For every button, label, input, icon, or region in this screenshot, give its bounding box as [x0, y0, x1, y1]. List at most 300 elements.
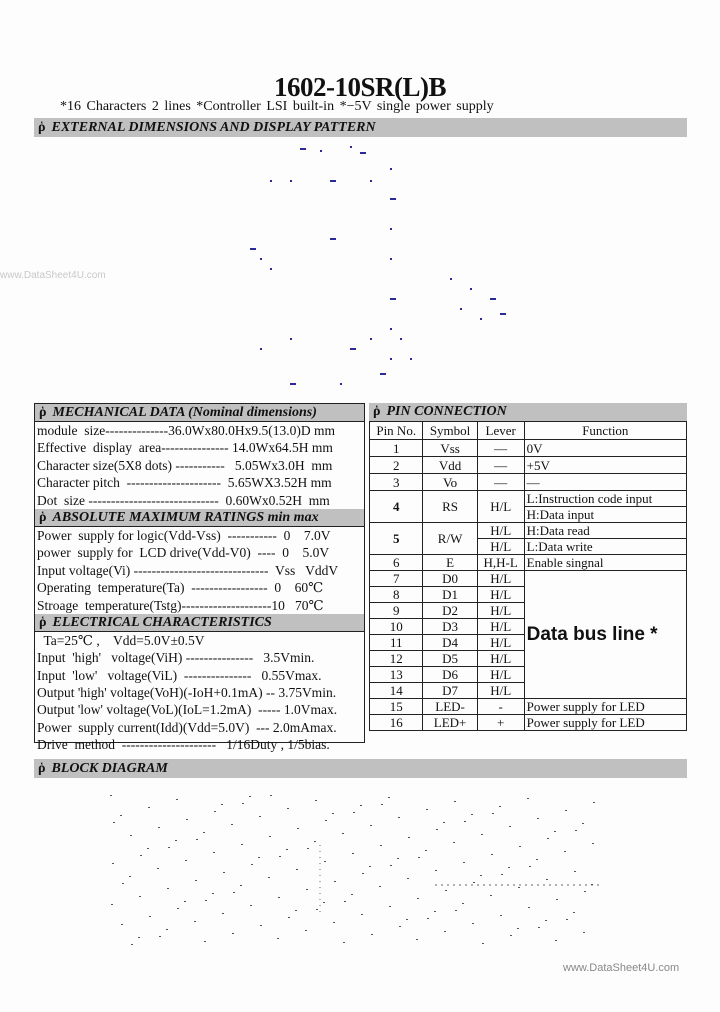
pin-function: H:Data read	[524, 523, 686, 539]
diagram-mark	[416, 939, 418, 940]
diagram-mark	[176, 799, 178, 800]
pin-number: 16	[370, 715, 423, 731]
diagram-mark	[369, 866, 371, 867]
diagram-mark	[121, 924, 123, 925]
diagram-mark	[157, 868, 159, 869]
diagram-mark	[427, 918, 429, 919]
diagram-mark	[233, 892, 235, 893]
drawing-mark	[270, 180, 272, 182]
diagram-mark	[306, 889, 308, 890]
table-row	[370, 715, 687, 731]
diagram-mark	[325, 820, 327, 821]
diagram-mark	[168, 847, 170, 848]
diagram-mark	[443, 822, 445, 823]
rating-row: Operating temperature(Ta) ----------------- 0 60℃	[37, 580, 324, 596]
diagram-mark	[555, 940, 557, 941]
pin-level: +	[477, 715, 524, 731]
diagram-mark	[324, 861, 326, 862]
drawing-mark	[390, 358, 392, 360]
diagram-mark	[492, 813, 494, 814]
section-bullet-icon: ῥ	[38, 761, 46, 776]
diagram-mark	[556, 899, 558, 900]
section-title: ELECTRICAL CHARACTERISTICS	[52, 614, 272, 630]
electrical-row: Input 'high' voltage(ViH) --------------- 3.5Vmin.	[37, 650, 315, 666]
pin-level: H/L	[477, 571, 524, 587]
pin-number: 7	[370, 571, 423, 587]
pin-level: H/L	[477, 587, 524, 603]
mechanical-row: module size--------------36.0Wx80.0Hx9.5(13.0)D mm	[37, 423, 336, 438]
diagram-mark	[343, 942, 345, 943]
diagram-mark	[593, 802, 595, 803]
drawing-mark	[290, 338, 292, 340]
pin-number: 15	[370, 699, 423, 715]
pin-level: H/L	[477, 619, 524, 635]
diagram-mark	[166, 929, 168, 930]
drawing-mark	[390, 258, 392, 260]
pin-number: 5	[370, 523, 423, 555]
drawing-mark	[300, 148, 306, 150]
pin-number: 2	[370, 457, 423, 474]
diagram-mark	[584, 891, 586, 892]
diagram-mark	[482, 943, 484, 944]
electrical-row: Output 'low' voltage(VoL)(IoL=1.2mA) ----- 1.0Vmax.	[37, 702, 338, 718]
diagram-mark	[407, 878, 409, 879]
diagram-mark	[536, 859, 538, 860]
pin-number: 8	[370, 587, 423, 603]
diagram-mark	[491, 854, 493, 855]
table-row	[370, 555, 687, 571]
diagram-mark	[240, 885, 242, 886]
section-bullet-icon: ῥ	[373, 404, 381, 419]
diagram-mark	[417, 898, 419, 899]
drawing-mark	[290, 180, 292, 182]
pin-level: -	[477, 699, 524, 715]
rating-row: Power supply for logic(Vdd-Vss) ----------- 0 7.0V	[37, 527, 331, 543]
features-line: *16 Characters 2 lines *Controller LSI built-in *−5V single power supply	[60, 99, 494, 114]
diagram-mark	[334, 881, 336, 882]
mechanical-rows	[35, 422, 364, 509]
diagram-mark	[259, 816, 261, 817]
diagram-mark	[122, 883, 124, 884]
pin-symbol: LED-	[423, 699, 477, 715]
drawing-mark	[450, 278, 452, 280]
diagram-mark	[379, 886, 381, 887]
absolute-rows	[35, 527, 364, 614]
data-bus-label: Data bus line *	[524, 571, 686, 699]
diagram-mark	[269, 836, 271, 837]
pin-number: 3	[370, 474, 423, 491]
pin-symbol: R/W	[423, 523, 477, 555]
diagram-mark	[203, 832, 205, 833]
pin-number: 10	[370, 619, 423, 635]
diagram-mark	[139, 896, 141, 897]
column-header: Symbol	[423, 422, 477, 440]
diagram-mark	[138, 937, 140, 938]
pin-number: 4	[370, 491, 423, 523]
watermark: www.DataSheet4U.com	[563, 962, 680, 974]
drawing-mark	[480, 318, 482, 320]
diagram-mark	[113, 822, 115, 823]
rating-row: power supply for LCD drive(Vdd-V0) ---- 0 5.0V	[37, 545, 330, 561]
diagram-mark	[490, 895, 492, 896]
section-electrical	[35, 614, 364, 632]
diagram-mark	[232, 933, 234, 934]
drawing-mark	[390, 198, 396, 200]
diagram-mark	[592, 843, 594, 844]
pin-function: —	[524, 474, 686, 491]
pin-number: 14	[370, 683, 423, 699]
diagram-mark	[361, 914, 363, 915]
diagram-mark	[434, 911, 436, 912]
drawing-mark	[330, 180, 336, 182]
diagram-mark	[251, 864, 253, 865]
diagram-mark	[473, 882, 475, 883]
diagram-mark	[131, 944, 133, 945]
diagram-mark	[528, 907, 530, 908]
pin-table	[369, 421, 687, 731]
diagram-mark	[444, 931, 446, 932]
mechanical-row: Effective display area--------------- 14.0Wx64.5H mm	[37, 440, 333, 456]
diagram-mark	[333, 922, 335, 923]
diagram-mark	[538, 927, 540, 928]
diagram-mark	[445, 890, 447, 891]
watermark: www.DataSheet4U.com	[0, 270, 106, 281]
diagram-mark	[527, 798, 529, 799]
pin-level: —	[477, 440, 524, 457]
drawing-mark	[260, 258, 262, 260]
diagram-mark	[455, 910, 457, 911]
diagram-mark	[184, 901, 186, 902]
pin-level: H/L	[477, 667, 524, 683]
diagram-mark	[508, 867, 510, 868]
diagram-mark	[462, 903, 464, 904]
diagram-mark	[499, 806, 501, 807]
pin-function: +5V	[524, 457, 686, 474]
diagram-mark	[481, 834, 483, 835]
diagram-mark	[537, 818, 539, 819]
diagram-mark	[436, 829, 438, 830]
diagram-mark	[270, 795, 272, 796]
drawing-mark	[400, 338, 402, 340]
electrical-rows	[35, 649, 364, 753]
pin-function: Power supply for LED	[524, 715, 686, 731]
diagram-mark	[279, 856, 281, 857]
diagram-mark	[260, 925, 262, 926]
diagram-mark	[314, 841, 316, 842]
diagram-mark	[517, 928, 519, 929]
diagram-mark	[295, 910, 297, 911]
diagram-mark	[501, 874, 503, 875]
diagram-mark	[471, 814, 473, 815]
diagram-mark	[278, 897, 280, 898]
pin-number: 11	[370, 635, 423, 651]
pin-symbol: D1	[423, 587, 477, 603]
pin-symbol: E	[423, 555, 477, 571]
pin-symbol: D4	[423, 635, 477, 651]
diagram-mark	[112, 863, 114, 864]
table-row	[370, 491, 687, 507]
drawing-mark	[460, 308, 462, 310]
section-bullet-icon: ῥ	[38, 120, 46, 135]
pin-function: H:Data input	[524, 507, 686, 523]
diagram-mark	[332, 813, 334, 814]
section-block-diagram	[34, 759, 687, 778]
diagram-mark	[286, 849, 288, 850]
column-header: Function	[524, 422, 686, 440]
drawing-mark	[390, 228, 392, 230]
drawing-mark	[330, 238, 336, 240]
diagram-mark	[287, 808, 289, 809]
diagram-mark	[546, 879, 548, 880]
pin-level: —	[477, 474, 524, 491]
pin-symbol: D6	[423, 667, 477, 683]
pin-function: Enable singnal	[524, 555, 686, 571]
drawing-mark	[500, 313, 506, 315]
diagram-mark	[130, 835, 132, 836]
section-external-dimensions	[34, 118, 687, 137]
diagram-mark	[277, 938, 279, 939]
diagram-mark	[214, 811, 216, 812]
diagram-mark	[315, 800, 317, 801]
column-header: Lever	[477, 422, 524, 440]
diagram-mark	[454, 801, 456, 802]
electrical-row: Power supply current(Idd)(Vdd=5.0V) --- 2.0mAmax.	[37, 719, 337, 735]
rating-row: Stroage temperature(Tstg)--------------------10 70℃	[37, 597, 324, 613]
diagram-mark	[472, 923, 474, 924]
drawing-mark	[370, 338, 372, 340]
diagram-mark	[342, 833, 344, 834]
drawing-mark	[470, 288, 472, 290]
diagram-mark	[370, 825, 372, 826]
block-diagram	[110, 795, 600, 945]
diagram-mark	[529, 866, 531, 867]
diagram-mark	[554, 831, 556, 832]
pin-level: H/L	[477, 635, 524, 651]
table-row	[370, 457, 687, 474]
table-row	[370, 474, 687, 491]
pin-number: 1	[370, 440, 423, 457]
diagram-mark	[564, 851, 566, 852]
diagram-mark	[305, 930, 307, 931]
pin-level: H/L	[477, 603, 524, 619]
drawing-mark	[320, 150, 322, 152]
diagram-mark	[205, 900, 207, 901]
section-bullet-icon: ῥ	[39, 405, 47, 420]
diagram-mark	[185, 860, 187, 861]
rating-row: Input voltage(Vi) ------------------------------ Vss VddV	[37, 562, 339, 578]
table-row	[370, 523, 687, 539]
diagram-mark	[565, 810, 567, 811]
diagram-mark	[110, 795, 112, 796]
diagram-mark	[204, 941, 206, 942]
pin-symbol: D3	[423, 619, 477, 635]
section-title: BLOCK DIAGRAM	[51, 761, 168, 776]
diagram-mark	[480, 875, 482, 876]
dimension-drawing	[230, 138, 530, 400]
diagram-mark	[222, 913, 224, 914]
drawing-mark	[250, 248, 256, 250]
diagram-mark	[242, 803, 244, 804]
diagram-mark	[250, 905, 252, 906]
pin-level: H/L	[477, 539, 524, 555]
drawing-mark	[290, 383, 296, 385]
pin-level: H/L	[477, 491, 524, 523]
diagram-mark	[307, 848, 309, 849]
pin-function: 0V	[524, 440, 686, 457]
drawing-mark	[360, 152, 366, 154]
diagram-mark	[390, 865, 392, 866]
column-header: Pin No.	[370, 422, 423, 440]
diagram-mark	[582, 823, 584, 824]
drawing-mark	[350, 146, 352, 148]
section-bullet-icon: ῥ	[39, 614, 47, 630]
pin-level: H/L	[477, 651, 524, 667]
electrical-condition: Ta=25℃ , Vdd=5.0V±0.5V	[37, 632, 205, 648]
table-row	[370, 440, 687, 457]
pin-number: 13	[370, 667, 423, 683]
diagram-mark	[397, 858, 399, 859]
section-bullet-icon: ῥ	[39, 509, 47, 525]
pin-symbol: D0	[423, 571, 477, 587]
page-title: 1602-10SR(L)B	[273, 72, 446, 102]
mechanical-data-box	[34, 403, 365, 753]
diagram-mark	[148, 807, 150, 808]
section-title: MECHANICAL DATA (Nominal dimensions)	[52, 405, 317, 420]
pin-number: 6	[370, 555, 423, 571]
diagram-mark	[140, 855, 142, 856]
table-row	[370, 571, 687, 587]
mechanical-row: Character pitch --------------------- 5.65WX3.52H mm	[37, 475, 332, 491]
pin-table-header	[370, 422, 687, 440]
diagram-mark	[464, 821, 466, 822]
diagram-mark	[296, 869, 298, 870]
drawing-mark	[390, 298, 396, 300]
diagram-mark	[316, 909, 318, 910]
drawing-mark	[350, 348, 356, 350]
diagram-mark	[510, 935, 512, 936]
section-mechanical	[35, 404, 364, 422]
pin-function: Power supply for LED	[524, 699, 686, 715]
diagram-mark	[545, 920, 547, 921]
diagram-mark	[574, 871, 576, 872]
diagram-mark	[518, 887, 520, 888]
diagram-mark	[167, 888, 169, 889]
electrical-row: Drive method --------------------- 1/16Duty , 1/5bias.	[37, 737, 330, 753]
diagram-mark	[389, 906, 391, 907]
pin-symbol: D7	[423, 683, 477, 699]
pin-symbol: Vdd	[423, 457, 477, 474]
drawing-mark	[380, 373, 386, 375]
pin-level: H/L	[477, 523, 524, 539]
diagram-mark	[129, 876, 131, 877]
pin-number: 9	[370, 603, 423, 619]
pin-function: L:Data write	[524, 539, 686, 555]
drawing-mark	[490, 298, 496, 300]
drawing-mark	[390, 168, 392, 170]
diagram-mark	[249, 796, 251, 797]
diagram-mark	[223, 872, 225, 873]
diagram-mark	[353, 812, 355, 813]
drawing-mark	[270, 268, 272, 270]
pin-level: H/L	[477, 683, 524, 699]
drawing-mark	[260, 348, 262, 350]
drawing-mark	[410, 358, 412, 360]
section-pin-connection	[369, 403, 687, 421]
diagram-mark	[177, 908, 179, 909]
diagram-mark	[196, 839, 198, 840]
diagram-mark	[399, 926, 401, 927]
diagram-mark	[547, 838, 549, 839]
diagram-mark	[186, 819, 188, 820]
diagram-mark	[221, 804, 223, 805]
diagram-mark	[360, 805, 362, 806]
diagram-mark	[120, 815, 122, 816]
diagram-mark	[212, 893, 214, 894]
diagram-mark	[352, 853, 354, 854]
pin-level: H,H-L	[477, 555, 524, 571]
diagram-mark	[297, 828, 299, 829]
diagram-mark	[575, 830, 577, 831]
diagram-mark	[380, 845, 382, 846]
diagram-mark	[573, 912, 575, 913]
diagram-mark	[175, 840, 177, 841]
diagram-mark	[323, 902, 325, 903]
section-title: EXTERNAL DIMENSIONS AND DISPLAY PATTERN	[51, 120, 376, 135]
pin-level: —	[477, 457, 524, 474]
diagram-mark	[111, 904, 113, 905]
diagram-mark	[195, 880, 197, 881]
pin-connection	[369, 403, 687, 731]
diagram-mark	[351, 894, 353, 895]
electrical-row: Input 'low' voltage(ViL) --------------- 0.55Vmax.	[37, 667, 322, 683]
diagram-mark	[194, 921, 196, 922]
drawing-mark	[340, 383, 342, 385]
pin-symbol: Vo	[423, 474, 477, 491]
section-title: ABSOLUTE MAXIMUM RATINGS min max	[52, 509, 319, 525]
pin-number: 12	[370, 651, 423, 667]
mechanical-row: Dot size ----------------------------- 0.60Wx0.52H mm	[37, 492, 330, 508]
diagram-mark	[583, 932, 585, 933]
section-absolute-max	[35, 509, 364, 527]
diagram-mark	[426, 809, 428, 810]
diagram-mark	[566, 919, 568, 920]
table-row	[370, 699, 687, 715]
diagram-mark	[425, 850, 427, 851]
drawing-mark	[390, 328, 392, 330]
diagram-mark	[231, 824, 233, 825]
pin-symbol: D2	[423, 603, 477, 619]
section-title: PIN CONNECTION	[386, 404, 507, 419]
diagram-mark	[418, 857, 420, 858]
diagram-mark	[149, 916, 151, 917]
drawing-mark	[370, 180, 372, 182]
diagram-mark	[509, 826, 511, 827]
diagram-mark	[371, 934, 373, 935]
diagram-mark	[258, 857, 260, 858]
diagram-mark	[147, 848, 149, 849]
mechanical-row: Character size(5X8 dots) ----------- 5.05Wx3.0H mm	[37, 457, 333, 473]
diagram-mark	[406, 919, 408, 920]
diagram-mark	[388, 797, 390, 798]
diagram-mark	[435, 870, 437, 871]
diagram-mark	[500, 915, 502, 916]
diagram-mark	[344, 901, 346, 902]
diagram-mark	[463, 862, 465, 863]
pin-symbol: LED+	[423, 715, 477, 731]
diagram-mark	[268, 877, 270, 878]
diagram-mark	[288, 917, 290, 918]
electrical-row: Output 'high' voltage(VoH)(-IoH+0.1mA) -- 3.75Vmin.	[37, 685, 337, 701]
